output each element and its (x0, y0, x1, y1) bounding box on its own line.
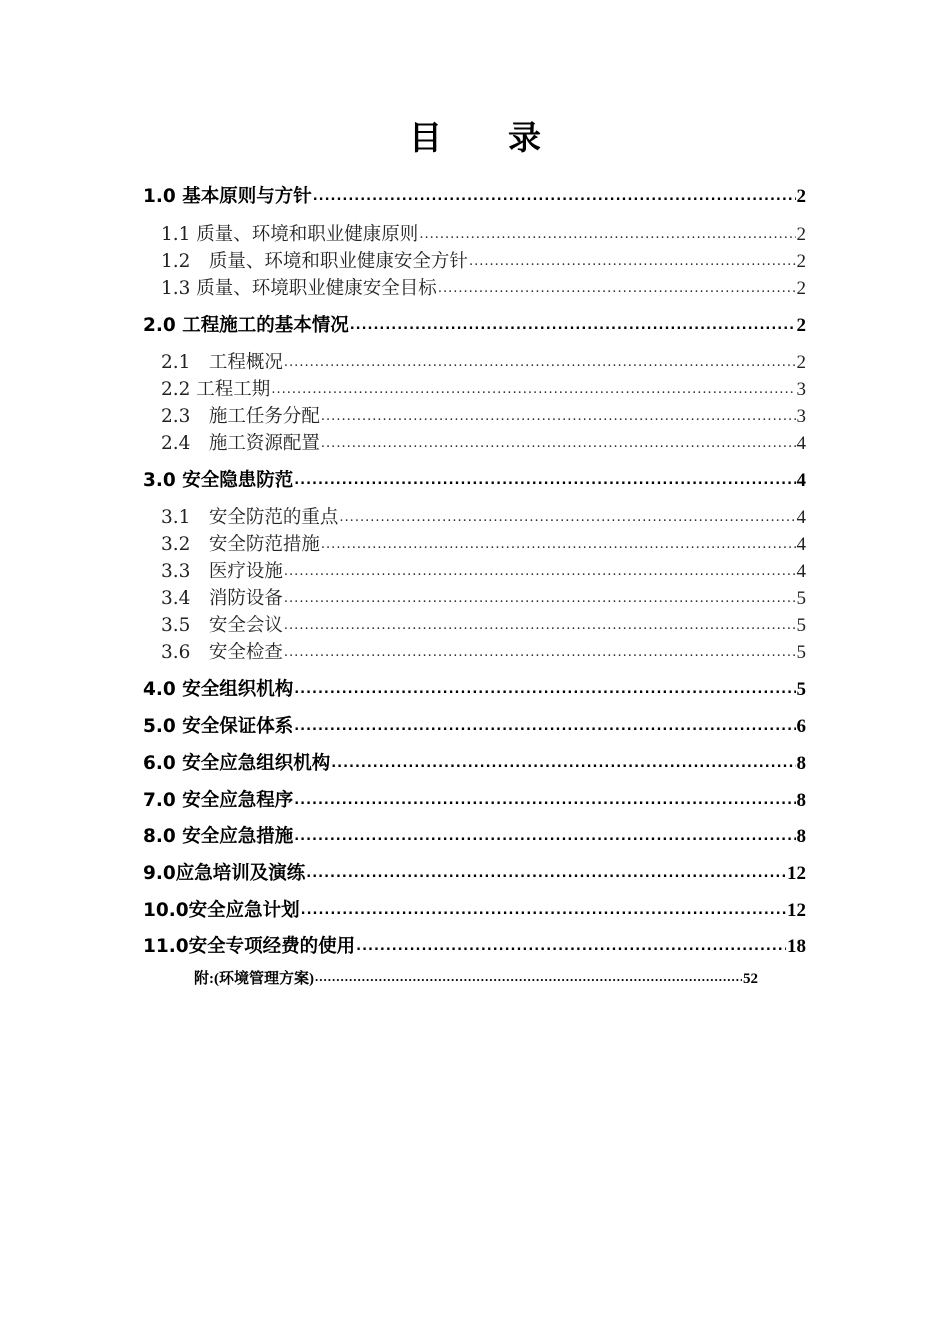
toc-entry-page-number: 8 (796, 753, 806, 774)
toc-entry-title: 2.0 工程施工的基本情况 (143, 315, 349, 336)
toc-dot-leader (339, 505, 795, 524)
toc-dot-leader (301, 898, 786, 917)
toc-dot-leader (294, 677, 795, 696)
toc-entry-title: 9.0应急培训及演练 (143, 863, 306, 884)
toc-dot-leader (321, 431, 796, 450)
toc-entry[interactable] (143, 749, 806, 775)
toc-entry-title: 3.0 安全隐患防范 (143, 470, 294, 491)
toc-dot-leader (284, 640, 796, 659)
toc-entry-page-number: 5 (796, 642, 806, 663)
toc-entry[interactable] (194, 967, 758, 988)
toc-entry-page-number: 2 (796, 278, 806, 299)
toc-entry-title: 2.1 工程概况 (161, 352, 283, 373)
toc-entry[interactable] (161, 247, 806, 273)
toc-entry-page-number: 4 (796, 470, 806, 491)
toc-entry-title: 7.0 安全应急程序 (143, 790, 294, 811)
toc-entry-title: 3.3 医疗设施 (161, 561, 283, 582)
toc-dot-leader (419, 222, 795, 241)
toc-entry-page-number: 12 (787, 863, 806, 884)
toc-entry-title: 1.3 质量、环境职业健康安全目标 (161, 278, 437, 299)
toc-entry-page-number: 52 (743, 971, 758, 987)
toc-entry-page-number: 2 (796, 352, 806, 373)
toc-entry-title: 2.3 施工任务分配 (161, 406, 320, 427)
toc-entry-page-number: 5 (796, 615, 806, 636)
toc-entry[interactable] (143, 311, 806, 337)
toc-entry[interactable] (143, 182, 806, 208)
toc-entry-page-number: 5 (796, 588, 806, 609)
toc-entry-title: 8.0 安全应急措施 (143, 826, 294, 847)
toc-dot-leader (438, 276, 796, 295)
toc-dot-leader (313, 184, 796, 203)
toc-entry[interactable] (161, 611, 806, 637)
toc-entry-page-number: 4 (796, 534, 806, 555)
toc-entry-title: 10.0安全应急计划 (143, 900, 300, 921)
toc-entry-page-number: 4 (796, 433, 806, 454)
toc-entry-title: 3.2 安全防范措施 (161, 534, 320, 555)
toc-entry-title: 1.2 质量、环境和职业健康安全方针 (161, 251, 468, 272)
toc-entry-page-number: 2 (796, 251, 806, 272)
toc-entry-title: 11.0安全专项经费的使用 (143, 936, 356, 957)
toc-entry-title: 3.1 安全防范的重点 (161, 507, 339, 528)
toc-entry[interactable] (161, 375, 806, 401)
toc-entry[interactable] (143, 896, 806, 922)
toc-entry-page-number: 8 (796, 790, 806, 811)
toc-entry-page-number: 8 (796, 826, 806, 847)
toc-dot-leader (306, 861, 786, 880)
page-title: 目 录 (409, 118, 541, 157)
toc-dot-leader (294, 468, 795, 487)
toc-entry[interactable] (161, 402, 806, 428)
toc-dot-leader (469, 249, 796, 268)
toc-entry-page-number: 18 (787, 936, 806, 957)
toc-entry-title: 5.0 安全保证体系 (143, 716, 294, 737)
toc-dot-leader (331, 751, 795, 770)
toc-entry-title: 2.2 工程工期 (161, 379, 271, 400)
toc-entry-title: 3.5 安全会议 (161, 615, 283, 636)
toc-entry[interactable] (143, 466, 806, 492)
toc-entry[interactable] (161, 557, 806, 583)
toc-entry[interactable] (143, 932, 806, 958)
toc-dot-leader (315, 968, 742, 983)
toc-entry-title: 2.4 施工资源配置 (161, 433, 320, 454)
toc-dot-leader (294, 788, 795, 807)
toc-entry-page-number: 3 (796, 379, 806, 400)
toc-entry[interactable] (143, 675, 806, 701)
toc-entry-page-number: 5 (796, 679, 806, 700)
toc-dot-leader (294, 714, 795, 733)
toc-entry[interactable] (161, 274, 806, 300)
toc-entry-page-number: 2 (796, 315, 806, 336)
toc-dot-leader (321, 404, 796, 423)
toc-dot-leader (284, 586, 796, 605)
toc-entry-page-number: 4 (796, 507, 806, 528)
toc-entry[interactable] (143, 712, 806, 738)
toc-dot-leader (284, 350, 796, 369)
toc-entry-title: 6.0 安全应急组织机构 (143, 753, 331, 774)
toc-entry-title: 4.0 安全组织机构 (143, 679, 294, 700)
toc-dot-leader (350, 313, 796, 332)
toc-entry-page-number: 3 (796, 406, 806, 427)
toc-entry-title: 附:(环境管理方案) (194, 971, 314, 987)
toc-entry[interactable] (161, 530, 806, 556)
toc-entry[interactable] (161, 220, 806, 246)
toc-entry-title: 1.0 基本原则与方针 (143, 186, 312, 207)
toc-entry[interactable] (143, 859, 806, 885)
toc-dot-leader (356, 934, 786, 953)
toc-dot-leader (294, 824, 795, 843)
toc-entry[interactable] (161, 429, 806, 455)
toc-dot-leader (284, 613, 796, 632)
toc-entry[interactable] (161, 584, 806, 610)
toc-entry[interactable] (161, 638, 806, 664)
toc-entry-page-number: 4 (796, 561, 806, 582)
toc-entry-page-number: 2 (796, 186, 806, 207)
toc-entry-page-number: 2 (796, 224, 806, 245)
toc-entry[interactable] (161, 348, 806, 374)
toc-entry[interactable] (161, 503, 806, 529)
toc-entry[interactable] (143, 786, 806, 812)
toc-entry-title: 3.6 安全检查 (161, 642, 283, 663)
toc-entry-title: 3.4 消防设备 (161, 588, 283, 609)
toc-entry[interactable] (143, 822, 806, 848)
toc-dot-leader (321, 532, 796, 551)
toc-entry-page-number: 12 (787, 900, 806, 921)
toc-entry-title: 1.1 质量、环境和职业健康原则 (161, 224, 419, 245)
toc-dot-leader (284, 559, 796, 578)
toc-entry-page-number: 6 (796, 716, 806, 737)
toc-dot-leader (271, 377, 795, 396)
